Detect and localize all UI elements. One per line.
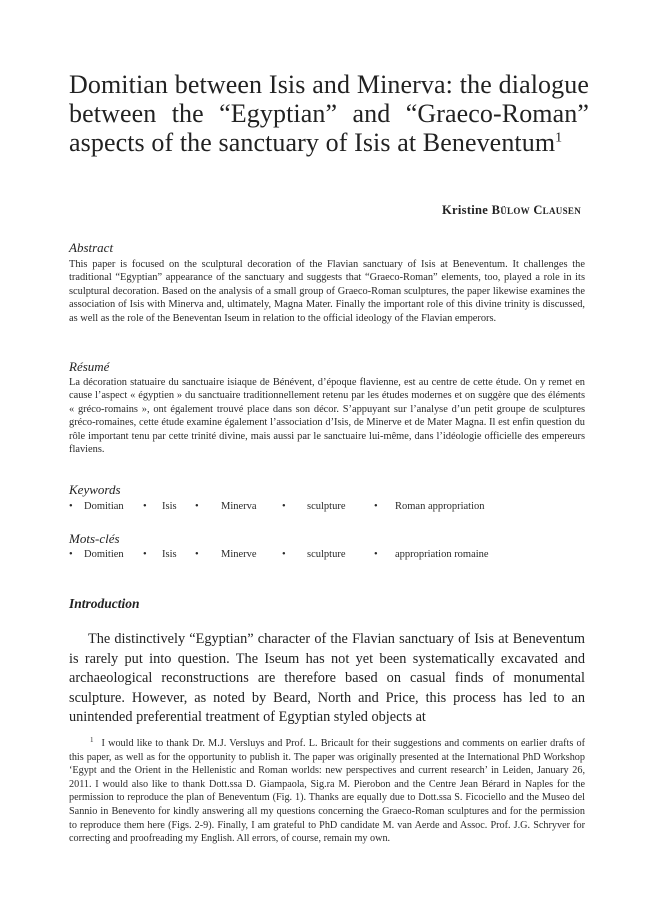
author-name bbox=[442, 203, 581, 218]
footnote bbox=[69, 737, 585, 846]
keyword-item: Roman appropriation bbox=[395, 501, 485, 512]
abstract-text: This paper is focused on the sculptural decoration of the Flavian sanctuary of Isis at Beneventum. It challenges the traditional “Egyptian” appearance of the sanctuary and suggests that “Graeco-Roman” elements, too, played a role in its sculptural decoration. Based on the analysis of a small group of Graeco-Roman sculptures, the paper likewise examines the association of Isis with Minerva and, ultimately, Magna Mater. Finally the important role of this divine trinity is discussed, as well as the role of the Beneventan Iseum in relation to the official ideology of the Flavian emperors. bbox=[69, 259, 585, 324]
keyword-item: sculpture bbox=[307, 501, 346, 512]
keywords-heading: Keywords bbox=[69, 482, 121, 497]
mot-cle-item: Minerve bbox=[221, 549, 257, 560]
mot-cle-item: appropriation romaine bbox=[395, 549, 489, 560]
article-title bbox=[69, 70, 589, 157]
keyword-bullet: • bbox=[143, 549, 147, 560]
introduction-heading: Introduction bbox=[69, 596, 140, 611]
mot-cle-item: Isis bbox=[162, 549, 177, 560]
keyword-bullet: • bbox=[374, 501, 378, 512]
mot-cle-item: Domitien bbox=[84, 549, 124, 560]
article-title-text: Domitian between Isis and Minerva: the dialogue between the “Egyptian” and “Graeco-Roman” aspects of the sanctuary of Isis at Beneventum bbox=[69, 70, 589, 157]
keyword-bullet: • bbox=[282, 501, 286, 512]
abstract-heading: Abstract bbox=[69, 240, 114, 255]
mot-cle-item: sculpture bbox=[307, 549, 346, 560]
keyword-bullet: • bbox=[69, 501, 73, 512]
introduction-text: The distinctively “Egyptian” character of the Flavian sanctuary of Isis at Beneventum is rarely put into question. The Iseum has not yet been systematically excavated and archaeological reconstructions are therefore based on casual finds of monumental sculpture. However, as noted by Beard, North and Price, this process has led to an unintended preferential treatment of Egyptian styled objects at bbox=[69, 631, 585, 725]
mots-cles-heading: Mots-clés bbox=[69, 531, 120, 546]
keyword-item: Domitian bbox=[84, 501, 124, 512]
author-last-name: Bülow Clausen bbox=[491, 203, 581, 217]
keyword-bullet: • bbox=[195, 549, 199, 560]
resume-text: La décoration statuaire du sanctuaire isiaque de Bénévent, d’époque flavienne, est au centre de cette étude. On y remet en cause l’aspect « égyptien » du sanctuaire traditionnellement retenu par les études modernes et on suggère que des éléments « gréco-romains », ont également trouvé place dans son décor. S’appuyant sur l’analyse d’un petit groupe de sculptures gréco-romaines, cette étude examine également l’association d’Isis, de Minerve et de Mater Magna. Il est enfin question du rôle important tenu par cette trinité divine, mais aussi par le sanctuaire lui-même, dans l’idéologie officielle des empereurs flaviens. bbox=[69, 377, 585, 456]
keyword-item: Minerva bbox=[221, 501, 257, 512]
keyword-bullet: • bbox=[69, 549, 73, 560]
title-footnote-marker[interactable]: 1 bbox=[555, 130, 563, 146]
keyword-bullet: • bbox=[282, 549, 286, 560]
keyword-bullet: • bbox=[143, 501, 147, 512]
keyword-bullet: • bbox=[195, 501, 199, 512]
resume-heading: Résumé bbox=[69, 359, 110, 374]
keyword-bullet: • bbox=[374, 549, 378, 560]
footnote-marker: 1 bbox=[90, 735, 94, 744]
author-first-name: Kristine bbox=[442, 203, 492, 217]
footnote-text: I would like to thank Dr. M.J. Versluys and Prof. L. Bricault for their suggestions and comments on earlier drafts of this paper, as well as for the opportunity to publish it. The paper was originally presented at the International PhD Workshop ‘Egypt and the Orient in the Hellenistic and Roman worlds: new perspectives and current research’ in Leiden, January 26, 2011. I would also like to thank Dott.ssa D. Giampaola, Sig.ra M. Pierobon and the Centre Jean Bérard in Naples for the permission to reproduce the plan of Beneventum (Fig. 1). Thanks are equally due to Dott.ssa S. Ficociello and the Museo del Sannio in Benevento for kindly answering all my questions concerning the Graeco-Roman sculptures and for the permission to reproduce them here (Figs. 2-9). Finally, I am grateful to PhD candidate M. van Aerde and Assoc. Prof. J.G. Schryver for correcting and proofreading my English. All errors, of course, remain my own. bbox=[69, 738, 585, 845]
keyword-item: Isis bbox=[162, 501, 177, 512]
